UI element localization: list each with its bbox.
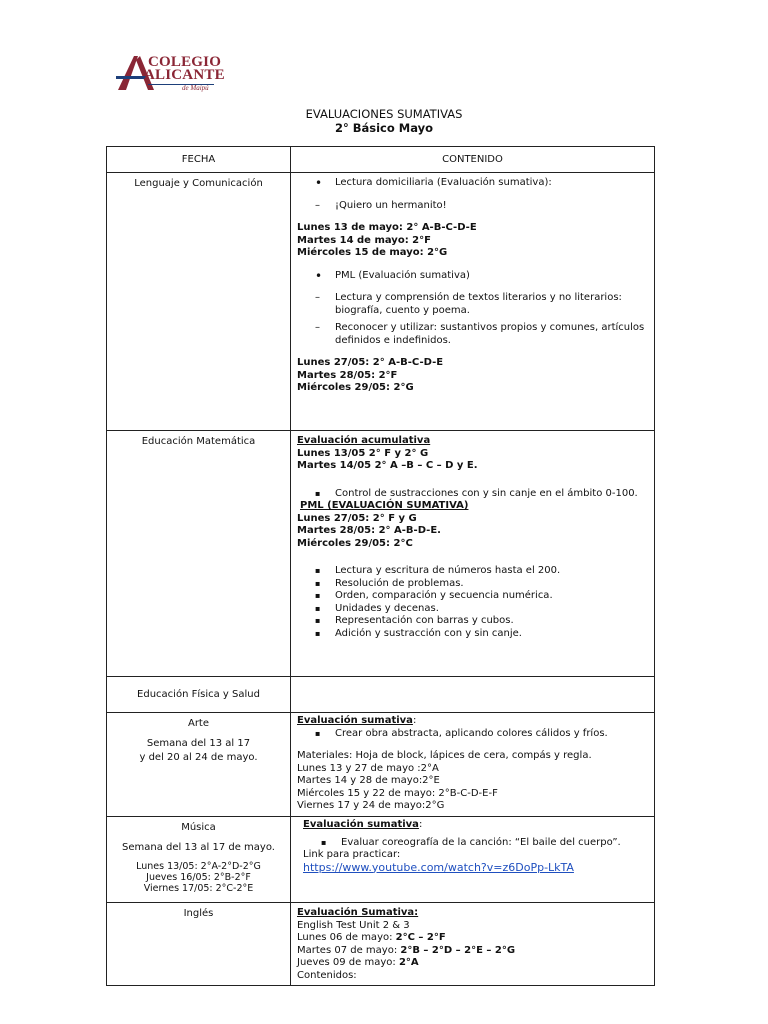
document-subtitle: 2° Básico Mayo xyxy=(334,121,434,135)
practice-link[interactable]: https://www.youtube.com/watch?v=z6DoPp-LkTA xyxy=(303,860,574,874)
date-line: Martes 14/05 2° A –B – C – D y E. xyxy=(297,460,478,471)
list-item: ▪ Adición y sustracción con y sin canje. xyxy=(297,628,648,641)
table-row xyxy=(107,173,655,431)
document-title: EVALUACIONES SUMATIVAS xyxy=(305,107,463,121)
date-line: Viernes 17 y 24 de mayo:2°G xyxy=(297,800,445,811)
list-item: – Reconocer y utilizar: sustantivos propios y comunes, artículos definidos e indefinidos. xyxy=(297,322,648,347)
list-item: ▪ Control de sustracciones con y sin canje en el ámbito 0-100. xyxy=(297,488,648,501)
subject-matematica: Educación Matemática xyxy=(107,431,291,677)
content-ingles: Evaluación Sumativa: English Test Unit 2 & 3 Lunes 06 de mayo: 2°C – 2°F Martes 07 de mayo: 2°B – 2°D – 2°E – 2°G Jueves 09 de mayo: 2°A Contenidos: xyxy=(291,903,655,986)
date-line: Lunes 13 y 27 de mayo :2°A xyxy=(297,762,439,774)
list-item: ▪ Lectura y escritura de números hasta el 200. xyxy=(297,565,648,578)
subject-musica xyxy=(107,817,291,903)
evaluations-table xyxy=(106,146,655,986)
school-logo xyxy=(114,52,224,98)
course-list: 2°B – 2°D – 2°E – 2°G xyxy=(400,944,516,956)
table-row xyxy=(107,903,655,986)
list-item: • Lectura domiciliaria (Evaluación sumativa): xyxy=(297,177,648,190)
date-line: Martes 14 y 28 de mayo:2°E xyxy=(297,775,440,786)
date-line: Lunes 13/05: 2°A-2°D-2°G xyxy=(136,861,261,872)
list-item: – ¡Quiero un hermanito! xyxy=(297,200,648,213)
subject-label: Arte xyxy=(187,718,210,729)
section-heading: Evaluación Sumativa: xyxy=(297,907,419,918)
subject-label: Música xyxy=(181,822,216,833)
content-arte: Evaluación sumativa: ▪ Crear obra abstracta, aplicando colores cálidos y fríos. Materiales: Hoja de block, lápices de cera, compás y regla. Lunes 13 y 27 de mayo :2°A Martes 14 y 28 de mayo:2°E Miércoles 15 y 22 de mayo: 2°B-C-D-E-F Viernes 17 y 24 de mayo:2°G xyxy=(291,713,655,817)
date-line: Lunes 27/05: 2° A-B-C-D-E xyxy=(297,357,444,368)
table-row xyxy=(107,817,655,903)
date-line: Miércoles 29/05: 2°G xyxy=(297,382,414,393)
list-item: ▪ Representación con barras y cubos. xyxy=(297,615,648,628)
date-line: Lunes 13 de mayo: 2° A-B-C-D-E xyxy=(297,222,477,233)
date-line: Miércoles 29/05: 2°C xyxy=(297,537,413,549)
logo-line1: COLEGIO xyxy=(148,54,222,70)
date-line: Martes 28/05: 2°F xyxy=(297,369,398,381)
list-item: • PML (Evaluación sumativa) xyxy=(297,270,648,283)
subject-lenguaje: Lenguaje y Comunicación xyxy=(107,173,291,431)
content-lenguaje xyxy=(291,173,655,431)
table-row xyxy=(107,431,655,677)
course-list: 2°A xyxy=(398,957,419,968)
table-header-row xyxy=(107,147,655,173)
table-row xyxy=(107,677,655,713)
table-row xyxy=(107,713,655,817)
section-heading: Evaluación sumativa xyxy=(303,819,419,830)
content-matematica xyxy=(291,431,655,677)
test-label: English Test Unit 2 & 3 xyxy=(297,919,410,931)
course-list: 2°C – 2°F xyxy=(395,932,446,943)
section-heading: PML (EVALUACIÓN SUMATIVA) xyxy=(300,500,469,511)
date-line: Viernes 17/05: 2°C-2°E xyxy=(143,883,254,894)
date-line: Martes 14 de mayo: 2°F xyxy=(297,234,431,246)
subject-ingles: Inglés xyxy=(107,903,291,986)
subject-fisica: Educación Física y Salud xyxy=(107,677,291,713)
header-fecha: FECHA xyxy=(107,147,291,173)
materials-line: Materiales: Hoja de block, lápices de cera, compás y regla. xyxy=(297,750,592,761)
logo-line2: ALICANTE xyxy=(144,67,225,83)
logo-line3: de Maipú xyxy=(182,84,209,92)
date-line: Jueves 16/05: 2°B-2°F xyxy=(146,872,251,883)
section-heading: Evaluación acumulativa xyxy=(297,435,431,446)
list-item: ▪ Orden, comparación y secuencia numérica. xyxy=(297,590,648,603)
week-range: Semana del 13 al 17 de mayo. xyxy=(122,842,275,853)
content-musica: Evaluación sumativa: ▪ Evaluar coreografía de la canción: “El baile del cuerpo”. Link para practicar: https://www.youtube.com/watch?v=z6DoPp-LkTA xyxy=(291,817,655,903)
list-item: – Lectura y comprensión de textos literarios y no literarios: biografía, cuento y poema. xyxy=(297,292,648,317)
list-item: ▪ Crear obra abstracta, aplicando colores cálidos y fríos. xyxy=(297,728,648,741)
subject-arte xyxy=(107,713,291,817)
date-line: Miércoles 15 de mayo: 2°G xyxy=(297,247,448,258)
date-line: Miércoles 15 y 22 de mayo: 2°B-C-D-E-F xyxy=(297,787,498,799)
contenidos-label: Contenidos: xyxy=(297,969,357,981)
link-label: Link para practicar: xyxy=(303,849,401,860)
section-heading: Evaluación sumativa xyxy=(297,715,413,726)
week-range: y del 20 al 24 de mayo. xyxy=(139,752,258,763)
list-item: ▪ Evaluar coreografía de la canción: “El baile del cuerpo”. xyxy=(303,837,648,850)
list-item: ▪ Resolución de problemas. xyxy=(297,578,648,591)
date-line: Lunes 13/05 2° F y 2° G xyxy=(297,447,429,459)
date-line: Lunes 27/05: 2° F y G xyxy=(297,512,417,524)
date-line: Martes 28/05: 2° A-B-D-E. xyxy=(297,525,441,536)
content-fisica xyxy=(291,677,655,713)
week-range: Semana del 13 al 17 xyxy=(146,738,251,749)
list-item: ▪ Unidades y decenas. xyxy=(297,603,648,616)
header-contenido: CONTENIDO xyxy=(291,147,655,173)
